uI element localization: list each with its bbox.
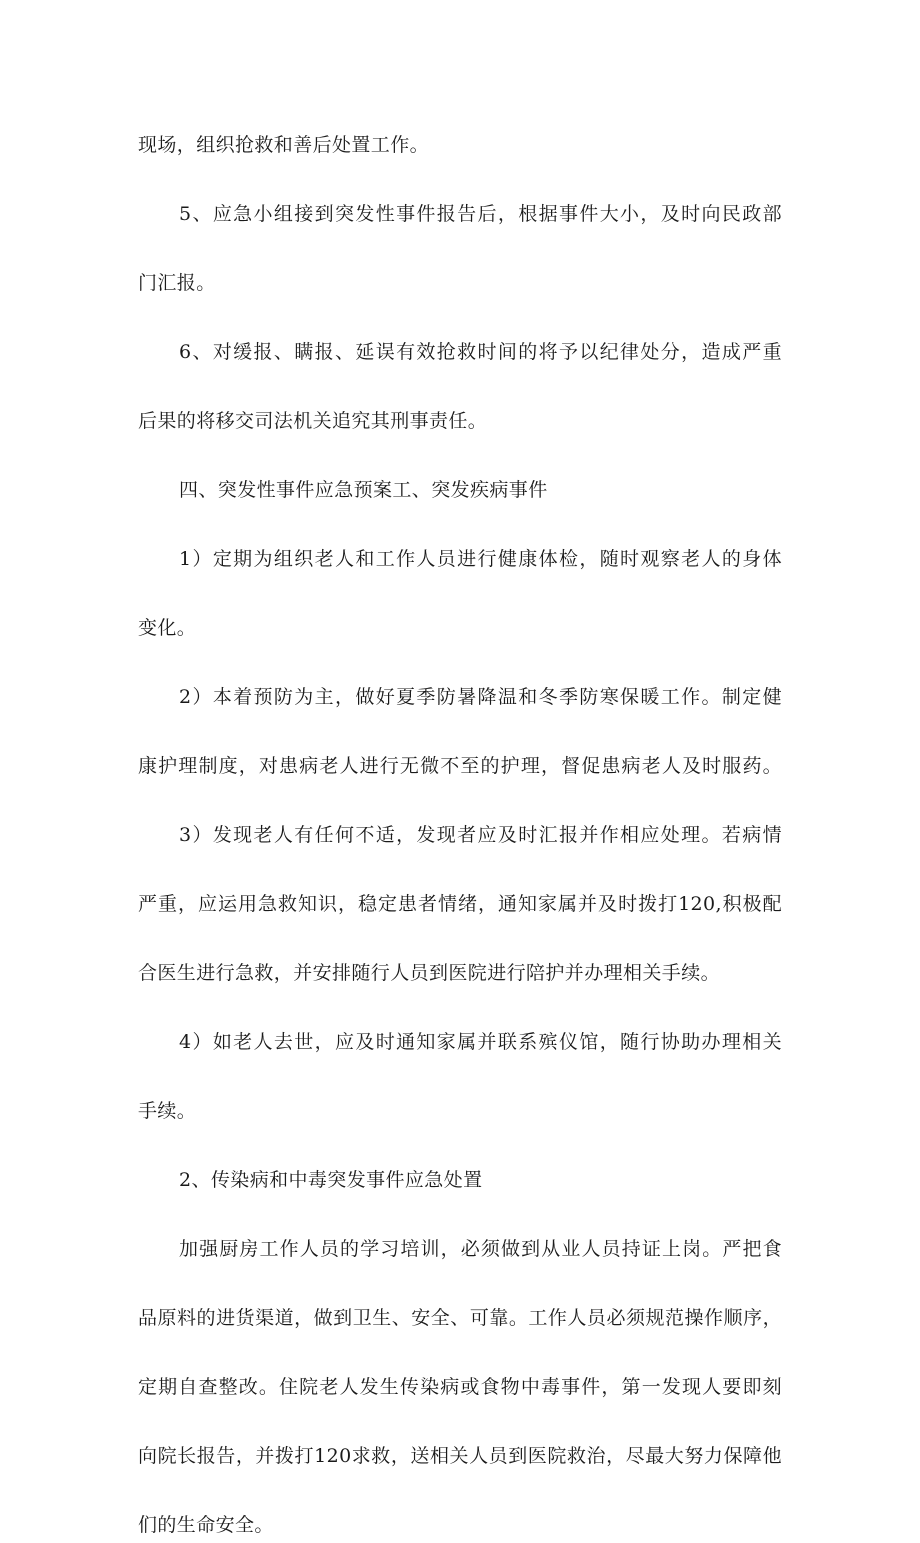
- paragraph-gap: [138, 784, 782, 819]
- text-line: 合医生进行急救，并安排随行人员到医院进行陪护并办理相关手续。: [138, 962, 721, 984]
- paragraph-gap: [138, 646, 782, 681]
- text-line: 门汇报。: [138, 272, 216, 294]
- text-line: 4）如老人去世，应及时通知家属并联系殡仪馆，随行协助办理相关: [179, 1031, 782, 1053]
- text-line: 现场，组织抢救和善后处置工作。: [138, 134, 430, 156]
- text-line: 3）发现老人有任何不适，发现者应及时汇报并作相应处理。若病情: [179, 824, 782, 846]
- text-line: 严重，应运用急救知识，稳定患者情绪，通知家属并及时拨打120,积极配: [138, 893, 782, 915]
- text-line: 康护理制度，对患病老人进行无微不至的护理，督促患病老人及时服药。: [138, 755, 782, 777]
- text-line: 定期自查整改。住院老人发生传染病或食物中毒事件，第一发现人要即刻: [138, 1376, 782, 1398]
- line-gap: [138, 1405, 782, 1440]
- paragraph-gap: [138, 1129, 782, 1164]
- text-line: 手续。: [138, 1100, 197, 1122]
- paragraph-gap: [138, 439, 782, 474]
- line-gap: [138, 922, 782, 957]
- text-line: 2）本着预防为主，做好夏季防暑降温和冬季防寒保暖工作。制定健: [179, 686, 782, 708]
- text-line: 品原料的进货渠道，做到卫生、安全、可靠。工作人员必须规范操作顺序，: [138, 1307, 782, 1329]
- text-line: 向院长报告，并拨打120求救，送相关人员到医院救治，尽最大努力保障他: [138, 1445, 782, 1467]
- line-gap: [138, 577, 782, 612]
- paragraph-gap: [138, 991, 782, 1026]
- paragraph-gap: [138, 1198, 782, 1233]
- section-heading: 2、传染病和中毒突发事件应急处置: [179, 1169, 483, 1191]
- line-gap: [138, 715, 782, 750]
- text-line: 后果的将移交司法机关追究其刑事责任。: [138, 410, 488, 432]
- text-line: 们的生命安全。: [138, 1514, 274, 1536]
- text-line: 变化。: [138, 617, 197, 639]
- section-heading: 四、突发性事件应急预案工、突发疾病事件: [179, 479, 548, 501]
- line-gap: [138, 1267, 782, 1302]
- paragraph-gap: [138, 163, 782, 198]
- paragraph-gap: [138, 301, 782, 336]
- line-gap: [138, 370, 782, 405]
- line-gap: [138, 1336, 782, 1371]
- line-gap: [138, 232, 782, 267]
- text-line: 1）定期为组织老人和工作人员进行健康体检，随时观察老人的身体: [179, 548, 782, 570]
- line-gap: [138, 853, 782, 888]
- line-gap: [138, 1060, 782, 1095]
- paragraph-gap: [138, 508, 782, 543]
- text-line: 加强厨房工作人员的学习培训，必须做到从业人员持证上岗。严把食: [179, 1238, 782, 1260]
- text-line: 6、对缓报、瞒报、延误有效抢救时间的将予以纪律处分，造成严重: [179, 341, 782, 363]
- text-line: 5、应急小组接到突发性事件报告后，根据事件大小，及时向民政部: [179, 203, 782, 225]
- document-body: [138, 128, 782, 1543]
- line-gap: [138, 1474, 782, 1509]
